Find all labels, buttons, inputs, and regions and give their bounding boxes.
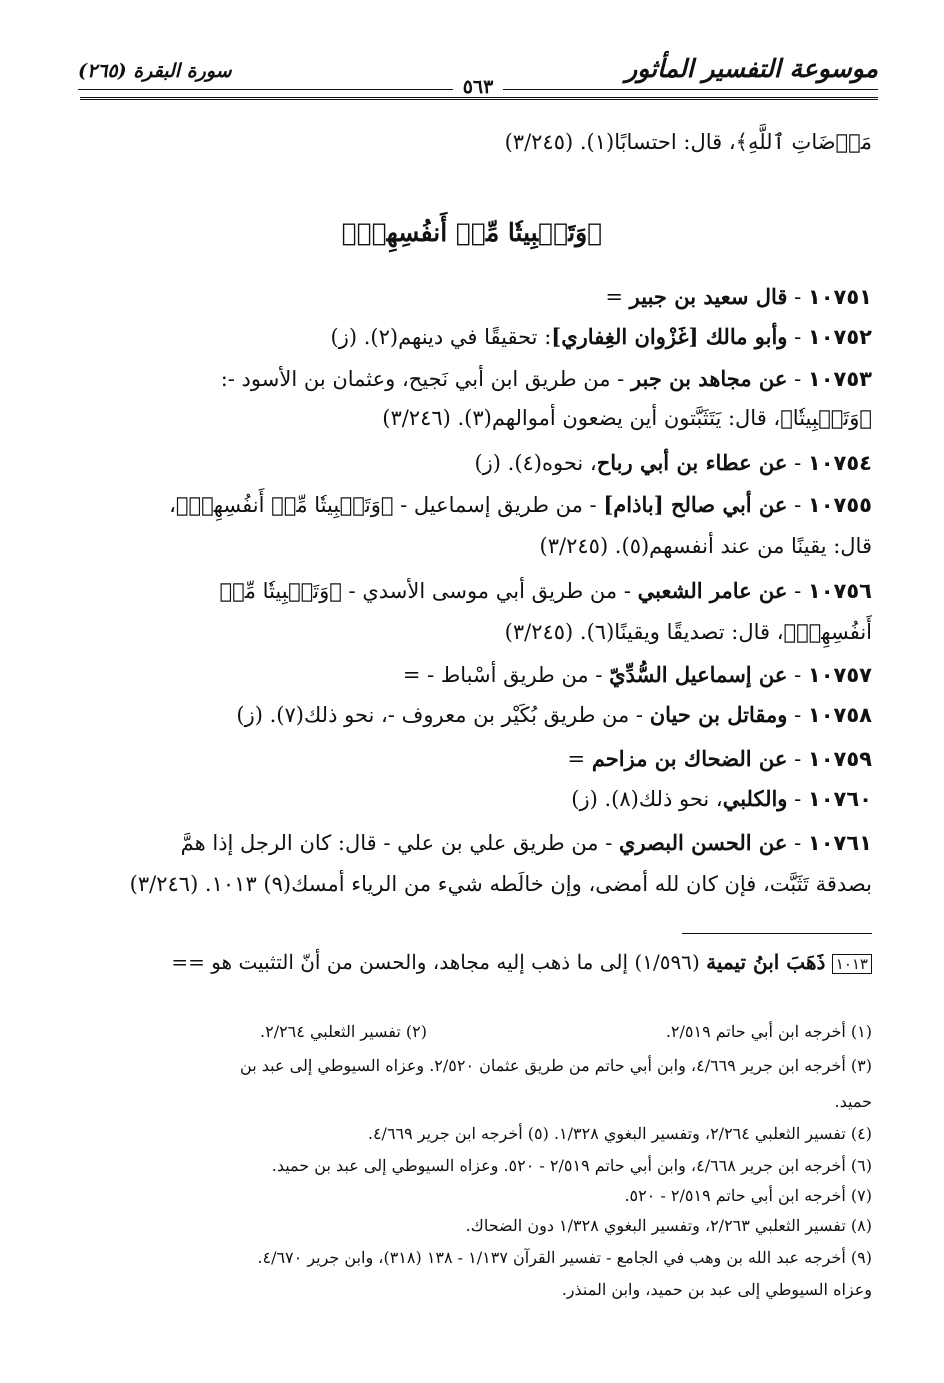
narration-line: ١٠٧٥١ - قال سعيد بن جبير = — [605, 284, 872, 309]
running-header — [78, 48, 878, 100]
footnote: (٦) أخرجه ابن جرير ٤/٦٦٨، وابن أبي حاتم ٢/٥١٩ - ٥٢٠. وعزاه السيوطي إلى عبد بن حميد. — [271, 1156, 872, 1175]
footnote: (١) أخرجه ابن أبي حاتم ٢/٥١٩. — [665, 1022, 872, 1041]
narration-line: ﴿وَتَثۡبِيتٗا﴾، قال: يَتَثَبَّتون أين يضعون أموالهم(٣). (٣/٢٤٦) — [382, 406, 872, 430]
narration-line: بصدقة تَثَبَّت، فإن كان لله أمضى، وإن خالَطه شيء من الرياء أمسك(٩) ١٠١٣. (٣/٢٤٦) — [129, 872, 872, 896]
footnote: (٨) تفسير الثعلبي ٢/٢٦٣، وتفسير البغوي ١/٣٢٨ دون الضحاك. — [465, 1216, 872, 1235]
footnote: وعزاه السيوطي إلى عبد بن حميد، وابن المنذر. — [561, 1280, 872, 1299]
narration-line: ١٠٧٥٦ - عن عامر الشعبي - من طريق أبي موسى الأسدي - ﴿وَتَثۡبِيتٗا مِّنۡ — [219, 578, 872, 603]
narration-line: ١٠٧٥٩ - عن الضحاك بن مزاحم = — [567, 746, 872, 771]
narration-line: ١٠٧٥٧ - عن إسماعيل السُّدِّيّ - من طريق أسْباط - = — [402, 662, 872, 687]
footnote: حميد. — [834, 1092, 872, 1111]
footnote: (٤) تفسير الثعلبي ٢/٢٦٤، وتفسير البغوي ١/٣٢٨. (٥) أخرجه ابن جرير ٤/٦٦٩. — [367, 1124, 872, 1143]
narration-line: ١٠٧٥٨ - ومقاتل بن حيان - من طريق بُكَيْر بن معروف -، نحو ذلك(٧). (ز) — [236, 702, 872, 727]
footnote: (٢) تفسير الثعلبي ٢/٢٦٤. — [260, 1022, 428, 1041]
narration-line: أَنفُسِهِمۡ﴾، قال: تصديقًا ويقينًا(٦). (٣/٢٤٥) — [504, 620, 872, 644]
narration-line: ١٠٧٥٣ - عن مجاهد بن جبر - من طريق ابن أبي نَجيح، وعثمان بن الأسود -: — [220, 366, 872, 391]
verse-heading: ﴿وَتَثۡبِيتٗا مِّنۡ أَنفُسِهِمۡ﴾ — [341, 218, 603, 247]
editor-comment — [64, 950, 872, 974]
book-title: موسوعة التفسير المأثور — [625, 54, 878, 83]
page-number: ٥٦٣ — [453, 76, 504, 98]
surah-label: سورة البقرة (٢٦٥) — [78, 60, 232, 82]
narration-line: ١٠٧٥٥ - عن أبي صالح [باذام] - من طريق إسماعيل - ﴿وَتَثۡبِيتٗا مِّنۡ أَنفُسِهِمۡ﴾، — [169, 492, 872, 517]
comment-author: ذَهَبَ ابنُ تيمية — [706, 950, 826, 974]
header-double-rule — [80, 97, 878, 100]
narration-line: ١٠٧٥٢ - وأبو مالك [غَزْوان الغِفاري]: تحقيقًا في دينهم(٢). (ز) — [330, 324, 872, 349]
footnote: (٩) أخرجه عبد الله بن وهب في الجامع - تفسير القرآن ١/١٣٧ - ١٣٨ (٣١٨)، وابن جرير ٤/٦٧٠. — [257, 1248, 872, 1267]
narration-line: قال: يقينًا من عند أنفسهم(٥). (٣/٢٤٥) — [539, 534, 872, 558]
narration-line: ١٠٧٥٤ - عن عطاء بن أبي رباح، نحوه(٤). (ز) — [474, 450, 872, 475]
intro-line: مَرۡضَاتِ ٱللَّهِ﴾، قال: احتسابًا(١). (٣/٢٤٥) — [504, 130, 872, 154]
narration-line: ١٠٧٦٠ - والكلبي، نحو ذلك(٨). (ز) — [571, 786, 872, 811]
comment-text: (١/٥٩٦) إلى ما ذهب إليه مجاهد، والحسن من أنّ التثبيت هو == — [171, 950, 707, 974]
footnote: (٧) أخرجه ابن أبي حاتم ٢/٥١٩ - ٥٢٠. — [624, 1186, 872, 1205]
comment-number-box: ١٠١٣ — [832, 954, 872, 974]
comment-separator — [682, 933, 872, 934]
narration-line: ١٠٧٦١ - عن الحسن البصري - من طريق علي بن علي - قال: كان الرجل إذا همَّ — [180, 830, 872, 855]
footnote: (٣) أخرجه ابن جرير ٤/٦٦٩، وابن أبي حاتم من طريق عثمان ٢/٥٢٠. وعزاه السيوطي إلى عبد بن — [240, 1056, 872, 1075]
